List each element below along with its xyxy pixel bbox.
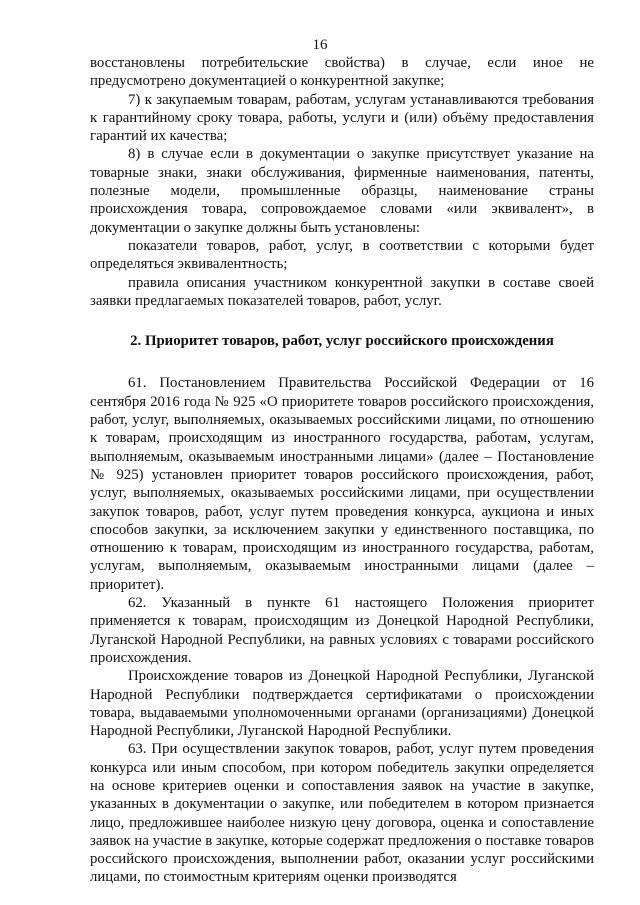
document-body: [90, 54, 594, 887]
paragraph-62: 62. Указанный в пункте 61 настоящего Положения приоритет применяется к товарам, происходящим из Донецкой Народной Республики, Луганской Народной Республики, на равных условиях с товарами российского происхождения.: [90, 595, 594, 666]
paragraph-continuation: восстановлены потребительские свойства) в случае, если иное не предусмотрено документацией о конкурентной закупке;: [90, 55, 594, 90]
paragraph-61: 61. Постановлением Правительства Российской Федерации от 16 сентября 2016 года № 925 «О приоритете товаров российского происхождения, работ, услуг, выполняемых, оказываемых российскими лицами, по отношению к товарам, происходящим из иностранного государства, работам, услугам, выполняемым, оказываемым иностранными лицами» (далее – Постановление № 925) установлен приоритет товаров российского происхождения, работ, услуг, выполняемых, оказываемых российскими лицами, при осуществлении закупок товаров, работ, услуг путем проведения конкурса, аукциона и иных способов закупки, за исключением закупки у единственного поставщика, по отношению к товарам, происходящим из иностранного государства, работам, услугам, выполняемым, оказываемым иностранными лицами (далее – приоритет).: [90, 375, 594, 593]
paragraph-rules: правила описания участником конкурентной закупки в составе своей заявки предлагаемых показателей товаров, работ, услуг.: [90, 274, 594, 309]
paragraph-item-7: 7) к закупаемым товарам, работам, услугам устанавливаются требования к гарантийному сроку товара, работы, услуги и (или) объёму предоставления гарантий их качества;: [90, 91, 594, 145]
paragraph-indicators: показатели товаров, работ, услуг, в соответствии с которыми будет определяться эквивалентность;: [90, 237, 594, 273]
paragraph-63: 63. При осуществлении закупок товаров, работ, услуг путем проведения конкурса или иным способом, при котором победитель закупки определяется на основе критериев оценки и сопоставления заявок на участие в закупке, указанных в документации о закупке, или победителем в котором признается лицо, предложившее наиболее низкую цену договора, оценка и сопоставление заявок на участие в закупке, которые содержат предложения о поставке товаров российского происхождения, выполнении работ, оказании услуг российскими лицами, по стоимостным критериям оценки производятся: [90, 741, 594, 886]
section-heading: 2. Приоритет товаров, работ, услуг российского происхождения: [130, 333, 554, 350]
paragraph-item-8: 8) в случае если в документации о закупке присутствует указание на товарные знаки, знаки обслуживания, фирменные наименования, патенты, полезные модели, промышленные образцы, наименование страны происхождения товара, сопровождаемое словами «или эквивалент», в документации о закупке должны быть установлены:: [90, 146, 594, 236]
page-number: 16: [312, 37, 328, 53]
paragraph-origin: Происхождение товаров из Донецкой Народной Республики, Луганской Народной Республики подтверждается сертификатами о происхождении товара, выдаваемыми уполномоченными органами (организациями) Донецкой Народной Республики, Луганской Народной Республики.: [90, 668, 594, 740]
